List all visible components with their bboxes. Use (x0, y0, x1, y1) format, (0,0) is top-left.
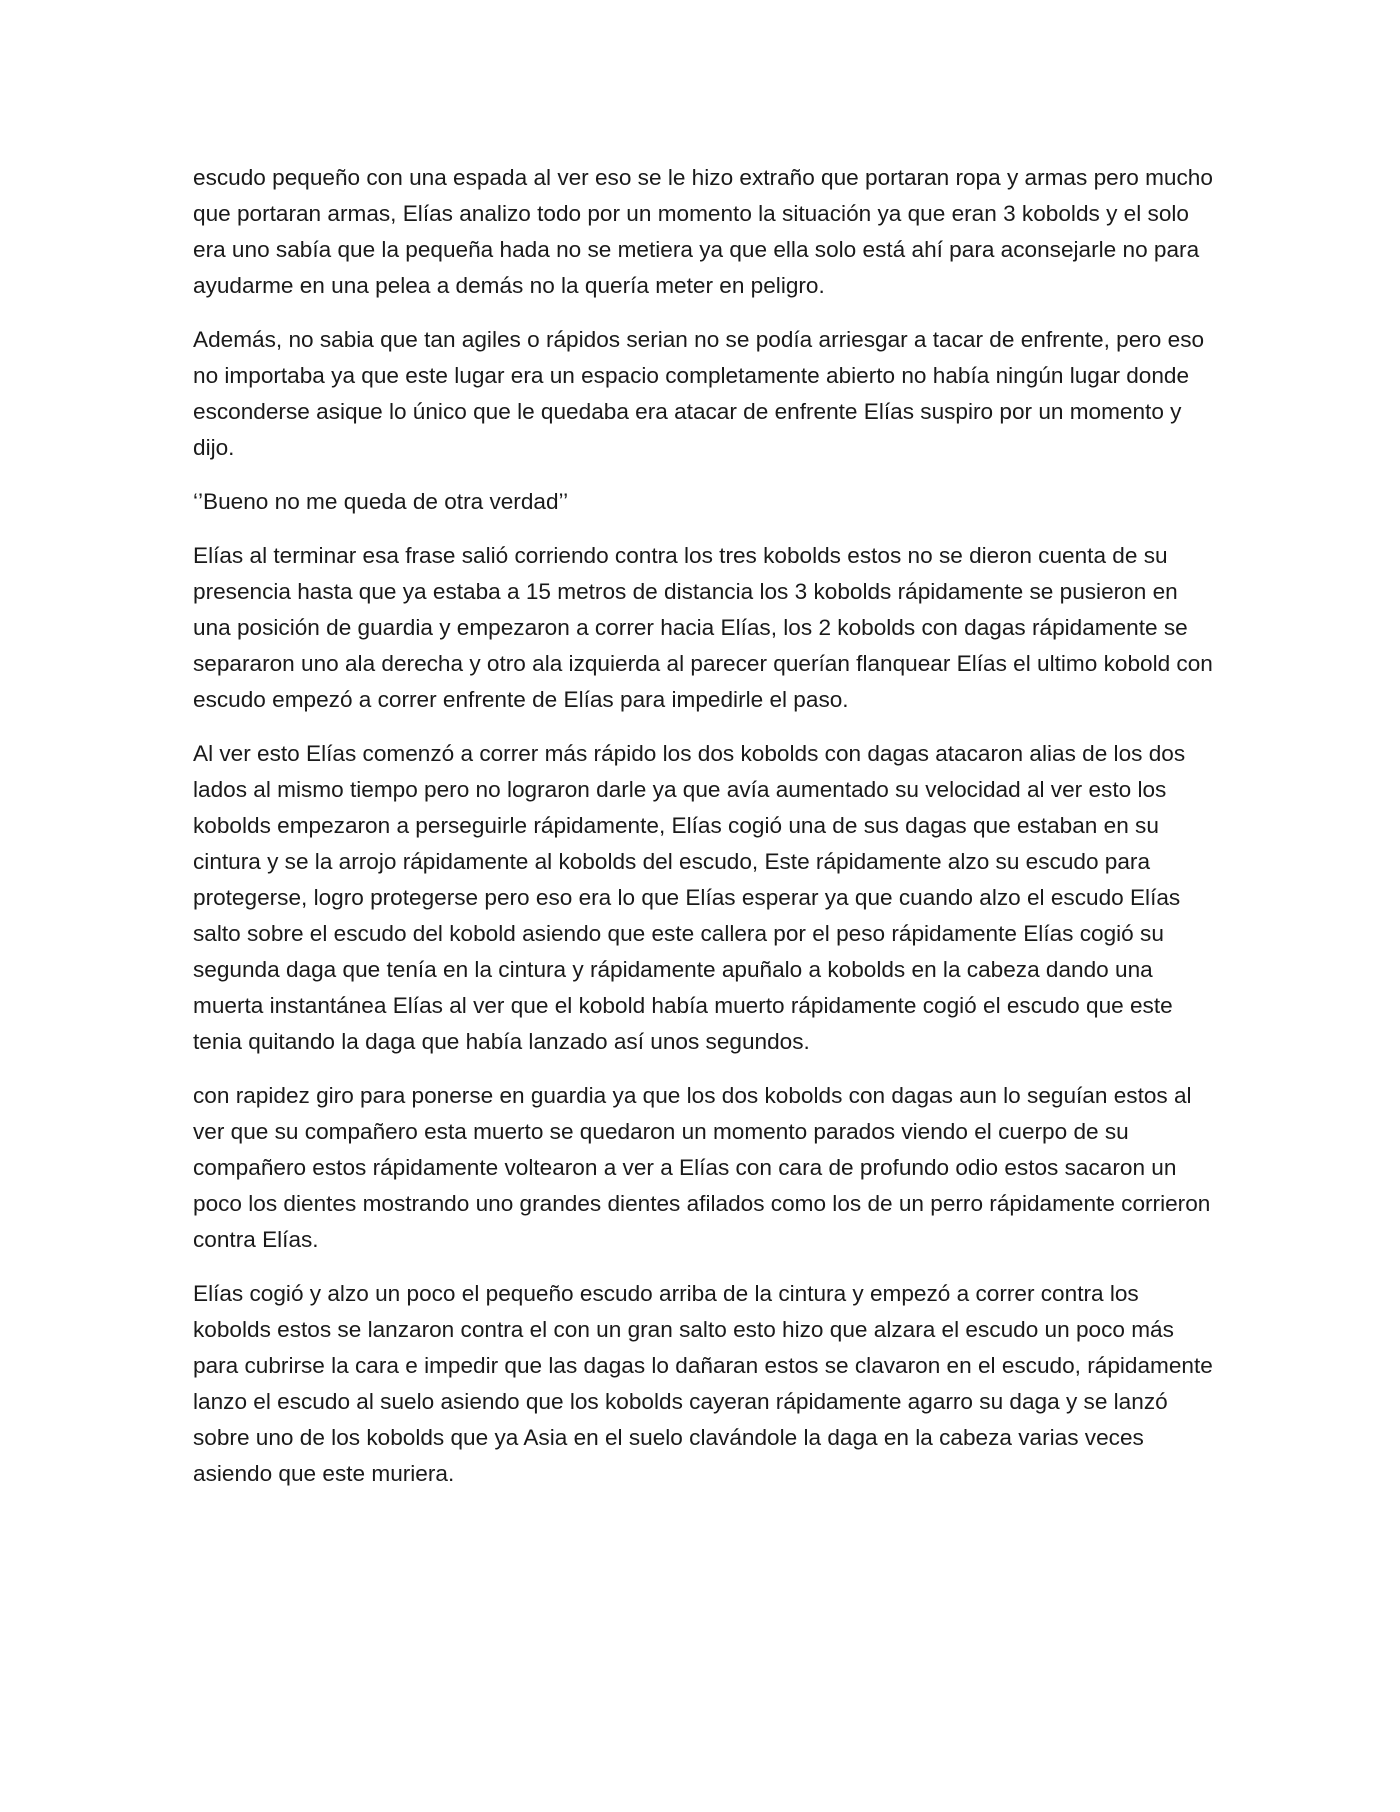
paragraph-6: con rapidez giro para ponerse en guardia ya que los dos kobolds con dagas aun lo seguían estos al ver que su compañero esta muerto se quedaron un momento parados viendo el cuerpo de su compañero estos rápidamente voltearon a ver a Elías con cara de profundo odio estos sacaron un poco los dientes mostrando uno grandes dientes afilados como los de un perro rápidamente corrieron contra Elías. (193, 1083, 1211, 1252)
document-body (193, 160, 1213, 1510)
paragraph-3-dialogue: ‘’Bueno no me queda de otra verdad’’ (193, 489, 569, 514)
paragraph-4: Elías al terminar esa frase salió corriendo contra los tres kobolds estos no se dieron cuenta de su presencia hasta que ya estaba a 15 metros de distancia los 3 kobolds rápidamente se pusieron en una posición de guardia y empezaron a correr hacia Elías, los 2 kobolds con dagas rápidamente se separaron uno ala derecha y otro ala izquierda al parecer querían flanquear Elías el ultimo kobold con escudo empezó a correr enfrente de Elías para impedirle el paso. (193, 543, 1213, 712)
paragraph-7: Elías cogió y alzo un poco el pequeño escudo arriba de la cintura y empezó a correr contra los kobolds estos se lanzaron contra el con un gran salto esto hizo que alzara el escudo un poco más para cubrirse la cara e impedir que las dagas lo dañaran estos se clavaron en el escudo, rápidamente lanzo el escudo al suelo asiendo que los kobolds cayeran rápidamente agarro su daga y se lanzó sobre uno de los kobolds que ya Asia en el suelo clavándole la daga en la cabeza varias veces asiendo que este muriera. (193, 1281, 1213, 1486)
paragraph-5: Al ver esto Elías comenzó a correr más rápido los dos kobolds con dagas atacaron alias de los dos lados al mismo tiempo pero no lograron darle ya que avía aumentado su velocidad al ver esto los kobolds empezaron a perseguirle rápidamente, Elías cogió una de sus dagas que estaban en su cintura y se la arrojo rápidamente al kobolds del escudo, Este rápidamente alzo su escudo para protegerse, logro protegerse pero eso era lo que Elías esperar ya que cuando alzo el escudo Elías salto sobre el escudo del kobold asiendo que este callera por el peso rápidamente Elías cogió su segunda daga que tenía en la cintura y rápidamente apuñalo a kobolds en la cabeza dando una muerta instantánea Elías al ver que el kobold había muerto rápidamente cogió el escudo que este tenia quitando la daga que había lanzado así unos segundos. (193, 741, 1186, 1054)
paragraph-1: escudo pequeño con una espada al ver eso se le hizo extraño que portaran ropa y armas pero mucho que portaran armas, Elías analizo todo por un momento la situación ya que eran 3 kobolds y el solo era uno sabía que la pequeña hada no se metiera ya que ella solo está ahí para aconsejarle no para ayudarme en una pelea a demás no la quería meter en peligro. (193, 165, 1213, 298)
paragraph-2: Además, no sabia que tan agiles o rápidos serian no se podía arriesgar a tacar de enfrente, pero eso no importaba ya que este lugar era un espacio completamente abierto no había ningún lugar donde esconderse asique lo único que le quedaba era atacar de enfrente Elías suspiro por un momento y dijo. (193, 327, 1205, 460)
